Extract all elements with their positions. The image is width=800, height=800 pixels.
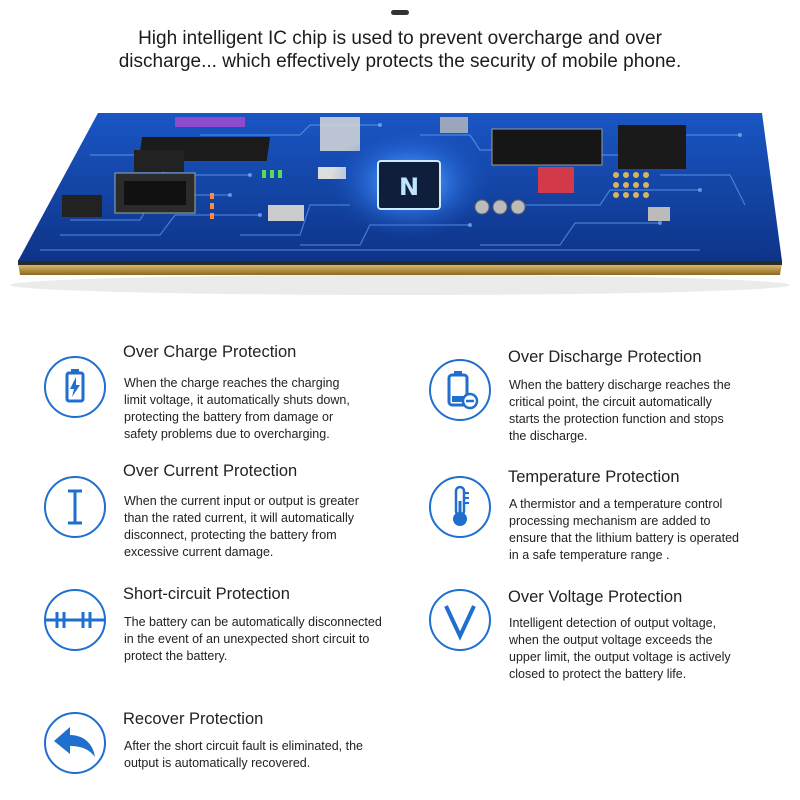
feature-title: Short-circuit Protection [123,585,290,603]
description-line: the discharge. [509,429,588,443]
battery-minus-icon [428,358,492,422]
feature-description [124,614,382,665]
headline-line-2: discharge... which effectively protects the security of mobile phone. [118,51,682,72]
description-line: upper limit, the output voltage is actively [509,650,731,664]
description-line: The battery can be automatically disconnected [124,615,382,629]
description-line: protect the battery. [124,649,228,663]
description-line: safety problems due to overcharging. [124,427,330,441]
feature-description [124,493,359,561]
feature-title: Temperature Protection [508,468,680,486]
recover-arrow-icon [43,711,107,775]
description-line: ensure that the lithium battery is operated [509,531,739,545]
description-line: starts the protection function and stops [509,412,724,426]
voltage-v-icon [428,588,492,652]
current-i-icon [43,475,107,539]
chip-logo-n: N [398,173,420,201]
feature-description [124,375,350,443]
description-line: After the short circuit fault is eliminated, the [124,739,363,753]
description-line: critical point, the circuit automatically [509,395,712,409]
headline-line-1: High intelligent IC chip is used to prevent overcharge and over [138,28,662,49]
feature-description [124,738,363,772]
battery-charging-icon [43,355,107,419]
feature-title: Recover Protection [123,710,264,728]
feature-title: Over Current Protection [123,462,298,480]
description-line: excessive current damage. [124,545,274,559]
description-line: When the current input or output is greater [124,494,359,508]
description-line: A thermistor and a temperature control [509,497,723,511]
description-line: than the rated current, it will automatically [124,511,354,525]
feature-description [509,615,731,683]
top-handle-bar [391,10,409,15]
feature-title: Over Voltage Protection [508,588,683,606]
description-line: protecting the battery from damage or [124,410,334,424]
description-line: disconnect, protecting the battery from [124,528,337,542]
feature-description [509,496,739,564]
description-line: Intelligent detection of output voltage, [509,616,717,630]
description-line: when the output voltage exceeds the [509,633,713,647]
circuit-board-image [0,95,800,295]
feature-description [509,377,731,445]
description-line: When the battery discharge reaches the [509,378,731,392]
description-line: in the event of an unexpected short circuit to [124,632,370,646]
feature-title: Over Discharge Protection [508,348,702,366]
feature-title: Over Charge Protection [123,343,297,361]
description-line: When the charge reaches the charging [124,376,340,390]
description-line: output is automatically recovered. [124,756,311,770]
description-line: closed to protect the battery life. [509,667,687,681]
description-line: limit voltage, it automatically shuts down, [124,393,350,407]
circuit-board-illustration [0,95,800,295]
short-circuit-icon [43,588,107,652]
page-headline [0,27,800,73]
description-line: in a safe temperature range . [509,548,670,562]
description-line: processing mechanism are added to [509,514,711,528]
thermometer-icon [428,475,492,539]
